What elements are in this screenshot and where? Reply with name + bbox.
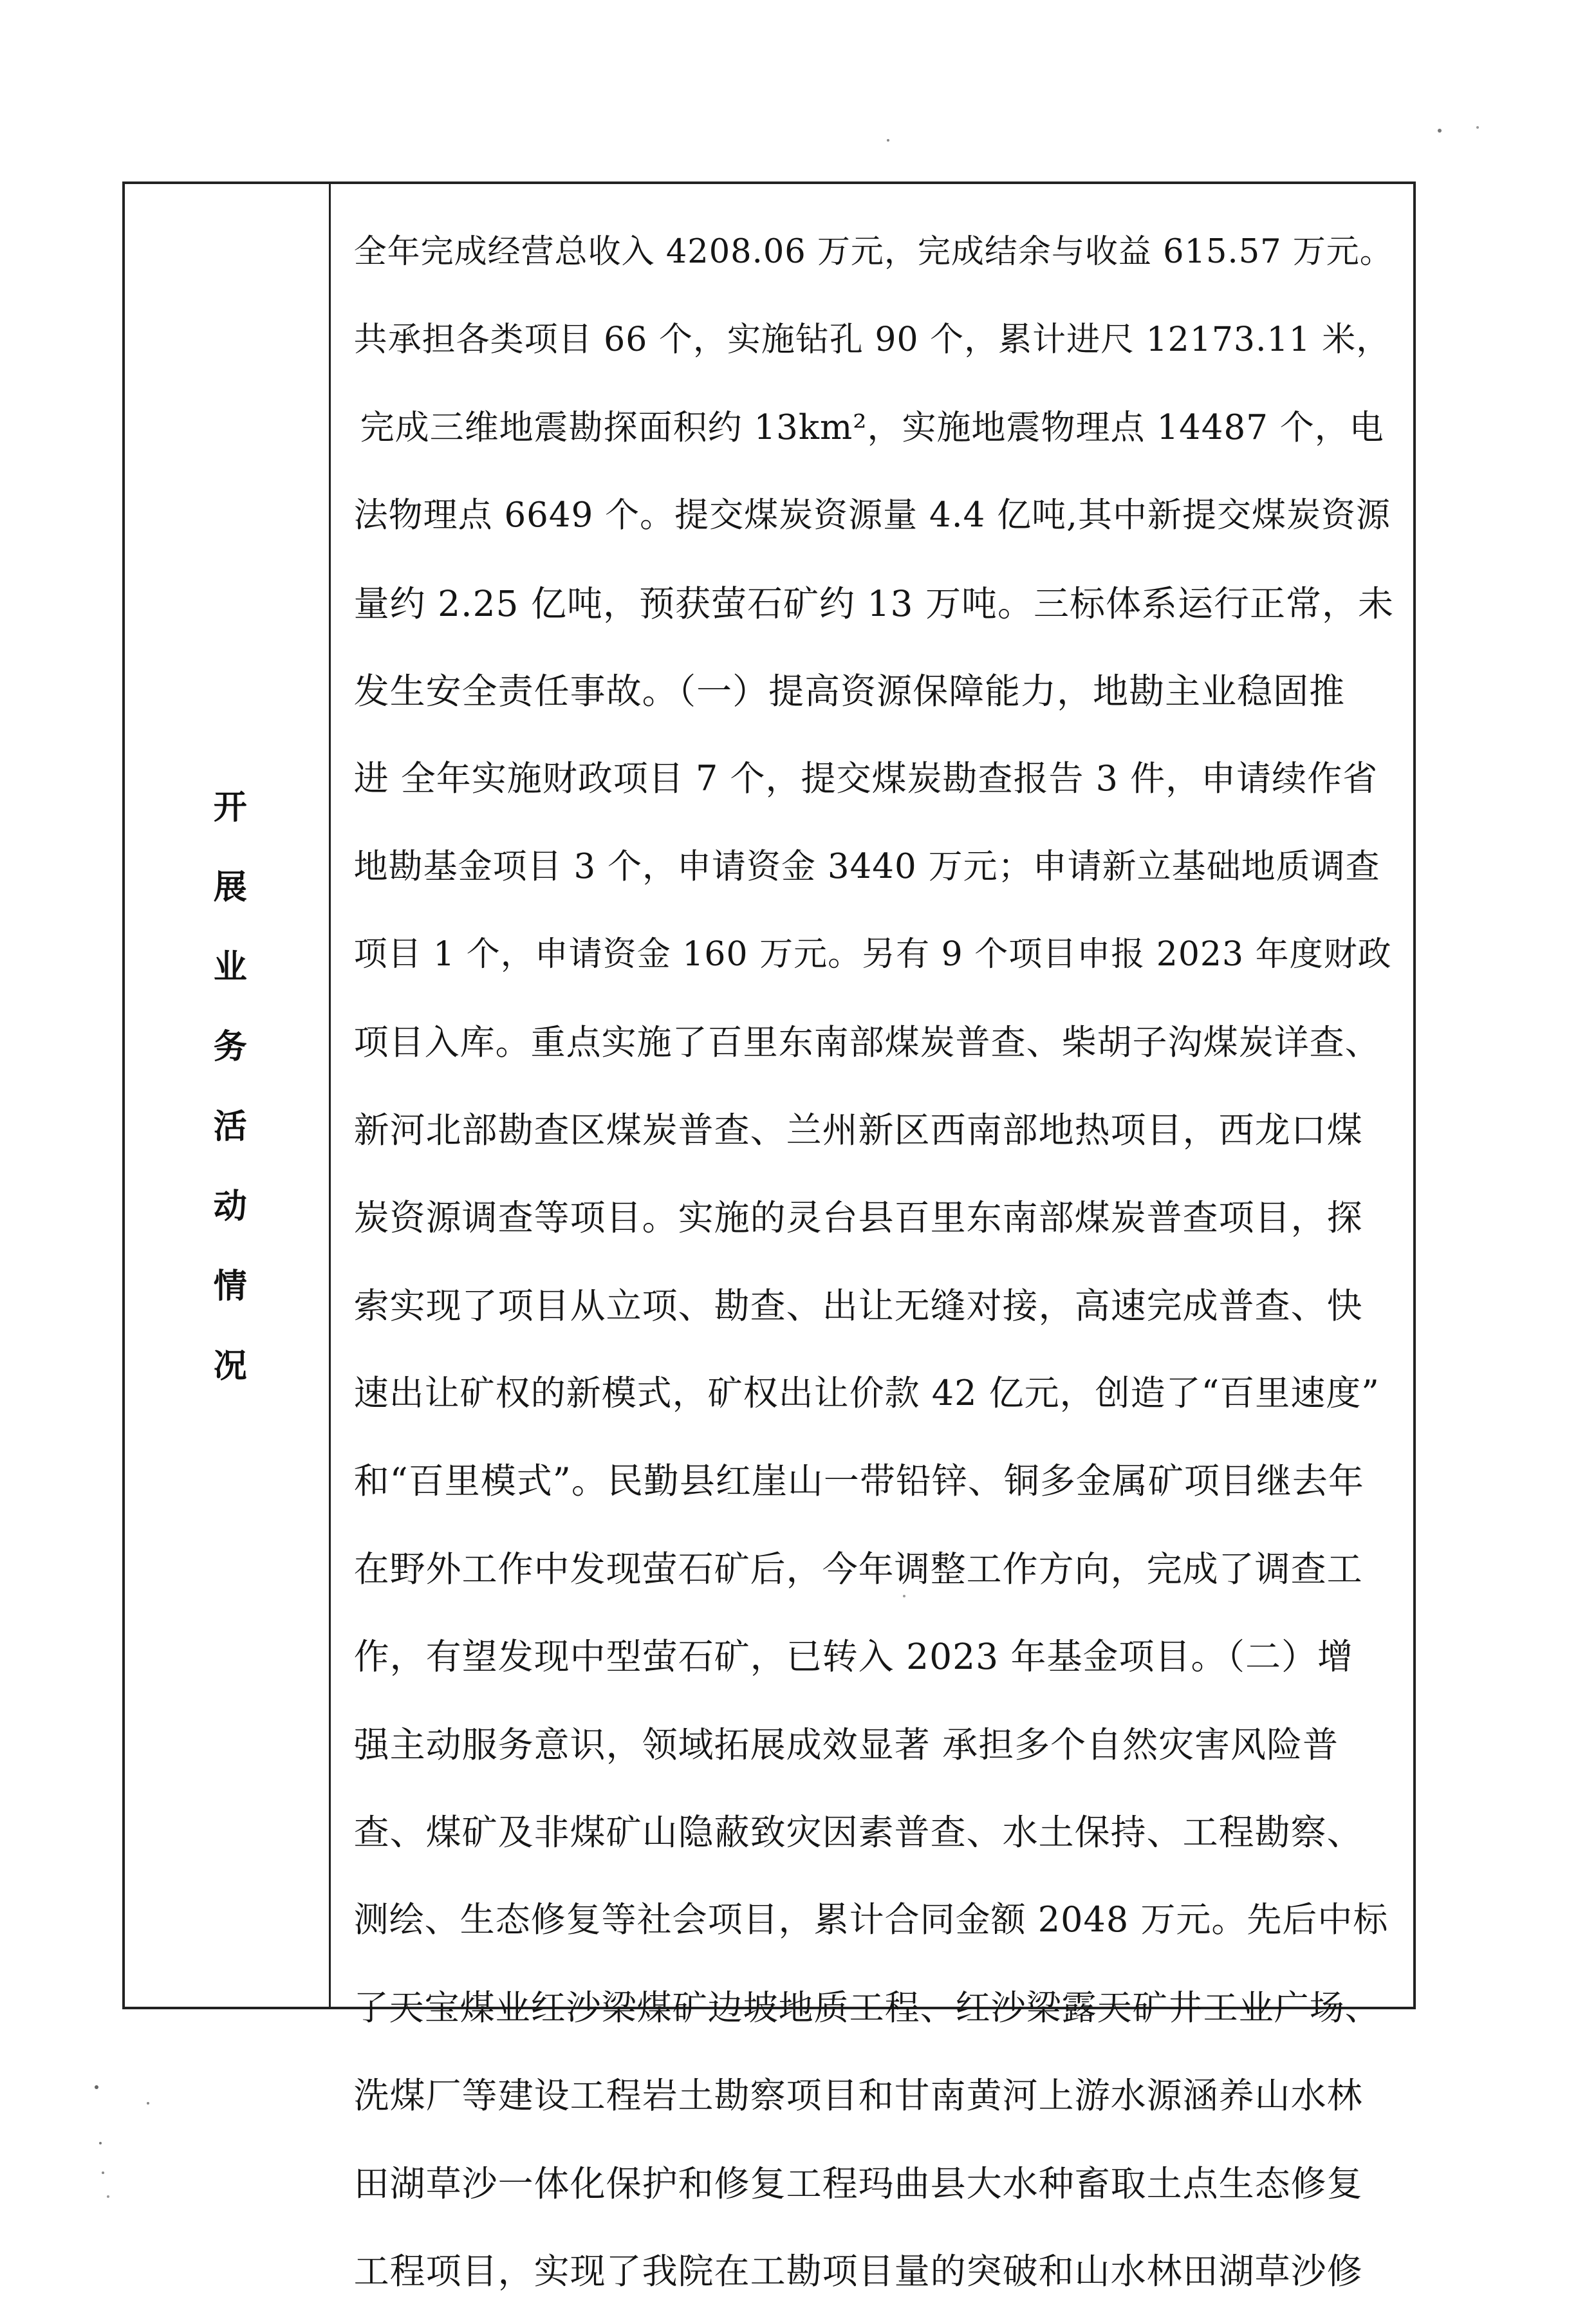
text-line: 共承担各类项目 66 个，实施钻孔 90 个，累计进尺 12173.11 米， (353, 321, 1391, 360)
text-line: 全年完成经营总收入 4208.06 万元，完成结余与收益 615.57 万元。 (353, 233, 1393, 271)
text-line: 索实现了项目从立项、勘查、出让无缝对接，高速完成普查、快 (353, 1285, 1363, 1326)
text-line: 了天宝煤业红沙梁煤矿边坡地质工程、红沙梁露天矿井工业广场、 (353, 1987, 1380, 2028)
activity-content-cell (331, 184, 1413, 2292)
text-line: 项目入库。重点实施了百里东南部煤炭普查、柴胡子沟煤炭详查、 (353, 1021, 1380, 1063)
text-line: 在野外工作中发现萤石矿后，今年调整工作方向，完成了调查工 (353, 1548, 1363, 1590)
activity-table (122, 181, 1416, 2292)
text-line: 法物理点 6649 个。提交煤炭资源量 4.4 亿吨,其中新提交煤炭资源 (353, 496, 1391, 535)
text-line: 速出让矿权的新模式，矿权出让价款 42 亿元，创造了“百里速度” (353, 1373, 1380, 1414)
text-line: 项目 1 个，申请资金 160 万元。另有 9 个项目申报 2023 年度财政 (353, 935, 1392, 974)
text-line: 完成三维地震勘探面积约 13km²，实施地震物理点 14487 个，电 (360, 407, 1384, 447)
text-line: 炭资源调查等项目。实施的灵台县百里东南部煤炭普查项目，探 (353, 1197, 1363, 1239)
section-label-cell (125, 184, 331, 2007)
text-line: 和“百里模式”。民勤县红崖山一带铅锌、铜多金属矿项目继去年 (353, 1460, 1364, 1502)
text-line: 强主动服务意识，领域拓展成效显著 承担多个自然灾害风险普 (353, 1724, 1339, 1765)
text-line: 进 全年实施财政项目 7 个，提交煤炭勘查报告 3 件，申请续作省 (353, 758, 1378, 799)
text-line: 发生安全责任事故。（一）提高资源保障能力，地勘主业稳固推 (353, 670, 1346, 712)
text-line: 工程项目，实现了我院在工勘项目量的突破和山水林田湖草沙修 (353, 2250, 1363, 2292)
text-line: 查、煤矿及非煤矿山隐蔽致灾因素普查、水土保持、工程勘察、 (353, 1812, 1363, 1854)
text-line: 新河北部勘查区煤炭普查、兰州新区西南部地热项目，西龙口煤 (353, 1109, 1363, 1151)
text-line: 田湖草沙一体化保护和修复工程玛曲县大水种畜取土点生态修复 (353, 2162, 1363, 2204)
text-line: 量约 2.25 亿吨，预获萤石矿约 13 万吨。三标体系运行正常，未 (353, 582, 1394, 624)
section-label: 开展业务活动情况 (207, 789, 246, 1427)
text-line: 作，有望发现中型萤石矿，已转入 2023 年基金项目。（二）增 (353, 1636, 1354, 1678)
text-line: 测绘、生态修复等社会项目，累计合同金额 2048 万元。先后中标 (353, 1899, 1389, 1940)
text-line: 洗煤厂等建设工程岩土勘察项目和甘南黄河上游水源涵养山水林 (353, 2075, 1363, 2117)
text-line: 地勘基金项目 3 个，申请资金 3440 万元；申请新立基础地质调查 (353, 846, 1380, 886)
